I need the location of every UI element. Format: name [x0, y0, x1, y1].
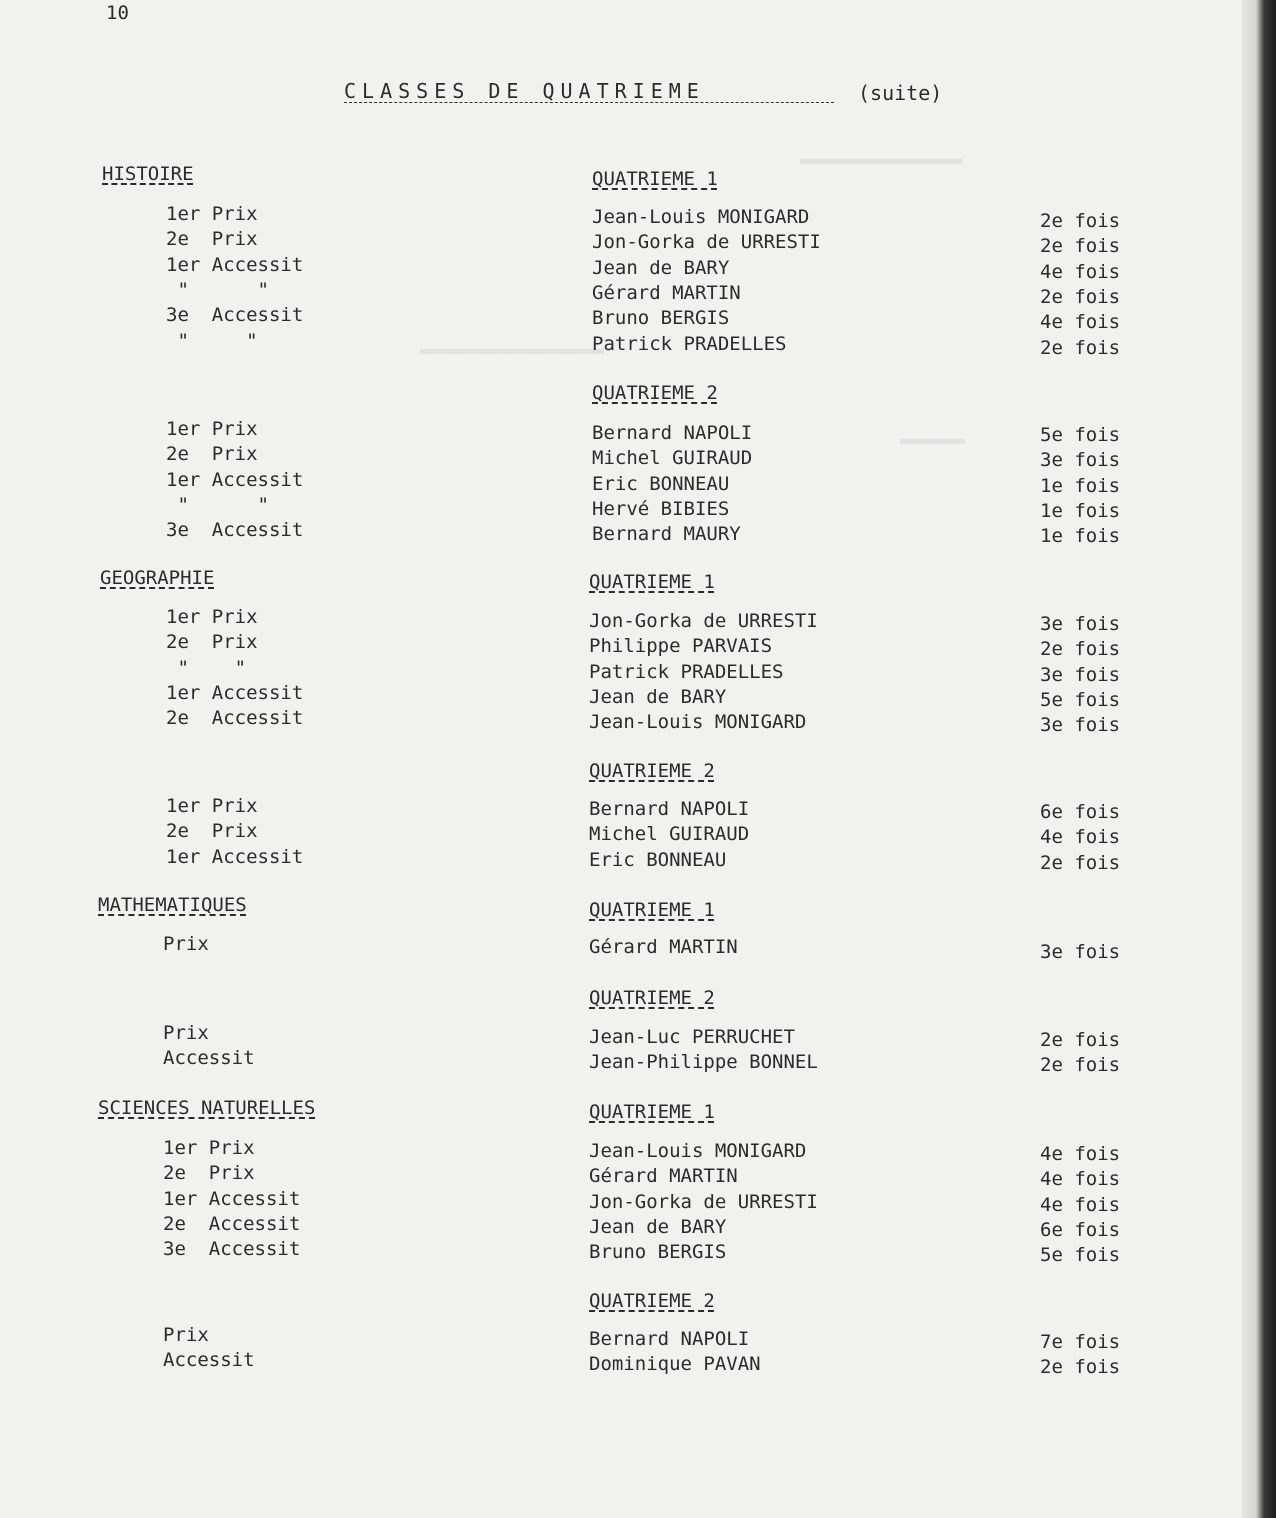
award-label: Prix	[163, 933, 209, 955]
student-name: Jean de BARY	[589, 1216, 727, 1238]
award-label: 3e Accessit	[166, 519, 304, 541]
student-name: Bernard MAURY	[592, 523, 741, 545]
class-heading: QUATRIEME 1	[592, 168, 718, 190]
student-name: Jon-Gorka de URRESTI	[592, 231, 821, 253]
award-label: Accessit	[163, 1349, 255, 1371]
award-label: 1er Accessit	[166, 682, 304, 704]
award-label: 1er Prix	[166, 795, 258, 817]
class-heading: QUATRIEME 2	[592, 382, 718, 404]
student-name: Jean-Louis MONIGARD	[592, 206, 810, 228]
award-label: 2e Prix	[166, 820, 258, 842]
student-name: Hervé BIBIES	[592, 498, 730, 520]
student-name: Michel GUIRAUD	[589, 823, 750, 845]
award-count: 5e fois	[1040, 1244, 1121, 1266]
award-count: 1e fois	[1040, 475, 1121, 497]
award-label: Prix	[163, 1022, 209, 1044]
student-name: Jean de BARY	[592, 257, 730, 279]
award-count: 6e fois	[1040, 801, 1121, 823]
award-label: Prix	[163, 1324, 209, 1346]
subject-heading: GEOGRAPHIE	[100, 567, 215, 589]
award-count: 2e fois	[1040, 337, 1121, 359]
award-count: 2e fois	[1040, 235, 1121, 257]
student-name: Michel GUIRAUD	[592, 447, 753, 469]
subject-heading: MATHEMATIQUES	[98, 894, 247, 916]
award-label: " "	[166, 330, 258, 352]
award-count: 2e fois	[1040, 1029, 1121, 1051]
award-count: 2e fois	[1040, 286, 1121, 308]
award-count: 6e fois	[1040, 1219, 1121, 1241]
award-count: 7e fois	[1040, 1331, 1121, 1353]
class-heading: QUATRIEME 2	[589, 987, 715, 1009]
class-heading: QUATRIEME 1	[589, 899, 715, 921]
class-heading: QUATRIEME 2	[589, 760, 715, 782]
award-count: 3e fois	[1040, 664, 1121, 686]
award-count: 1e fois	[1040, 500, 1121, 522]
award-label: 2e Prix	[166, 443, 258, 465]
award-count: 2e fois	[1040, 638, 1121, 660]
award-count: 4e fois	[1040, 261, 1121, 283]
student-name: Jean-Louis MONIGARD	[589, 1140, 807, 1162]
student-name: Jon-Gorka de URRESTI	[589, 1191, 818, 1213]
student-name: Dominique PAVAN	[589, 1353, 761, 1375]
student-name: Patrick PRADELLES	[592, 333, 787, 355]
award-count: 1e fois	[1040, 525, 1121, 547]
student-name: Gérard MARTIN	[592, 282, 741, 304]
award-label: 1er Accessit	[163, 1188, 301, 1210]
student-name: Eric BONNEAU	[589, 849, 727, 871]
award-label: 1er Prix	[166, 418, 258, 440]
student-name: Jean-Louis MONIGARD	[589, 711, 807, 733]
page-number: 10	[106, 2, 129, 24]
award-label: 1er Accessit	[166, 846, 304, 868]
award-label: 1er Accessit	[166, 469, 304, 491]
page-title-suffix: (suite)	[858, 81, 943, 105]
student-name: Jon-Gorka de URRESTI	[589, 610, 818, 632]
award-count: 2e fois	[1040, 210, 1121, 232]
subject-heading: SCIENCES NATURELLES	[98, 1097, 316, 1119]
award-count: 4e fois	[1040, 1194, 1121, 1216]
award-count: 3e fois	[1040, 613, 1121, 635]
student-name: Bernard NAPOLI	[589, 1328, 750, 1350]
award-label: " "	[166, 494, 269, 516]
award-count: 4e fois	[1040, 1143, 1121, 1165]
class-heading: QUATRIEME 1	[589, 571, 715, 593]
student-name: Bruno BERGIS	[589, 1241, 727, 1263]
student-name: Bruno BERGIS	[592, 307, 730, 329]
class-heading: QUATRIEME 1	[589, 1101, 715, 1123]
page-title: CLASSES DE QUATRIEME	[344, 79, 705, 103]
student-name: Bernard NAPOLI	[592, 422, 753, 444]
award-label: 2e Prix	[163, 1162, 255, 1184]
award-count: 2e fois	[1040, 1356, 1121, 1378]
award-label: 2e Accessit	[163, 1213, 301, 1235]
student-name: Jean-Philippe BONNEL	[589, 1051, 818, 1073]
award-count: 3e fois	[1040, 714, 1121, 736]
award-count: 3e fois	[1040, 449, 1121, 471]
award-label: " "	[166, 279, 269, 301]
subject-heading: HISTOIRE	[102, 163, 194, 185]
award-label: 1er Prix	[163, 1137, 255, 1159]
student-name: Bernard NAPOLI	[589, 798, 750, 820]
award-label: 2e Prix	[166, 228, 258, 250]
award-count: 5e fois	[1040, 689, 1121, 711]
student-name: Eric BONNEAU	[592, 473, 730, 495]
student-name: Philippe PARVAIS	[589, 635, 773, 657]
award-label: 3e Accessit	[166, 304, 304, 326]
award-label: 1er Accessit	[166, 254, 304, 276]
title-underline	[344, 102, 834, 103]
show-through-text: ▬▬▬▬▬▬	[900, 430, 966, 451]
award-label: 1er Prix	[166, 606, 258, 628]
award-label: " "	[166, 657, 247, 679]
show-through-text: ▬▬▬▬▬▬▬▬▬▬▬▬▬▬▬	[800, 150, 963, 171]
award-count: 4e fois	[1040, 826, 1121, 848]
award-count: 5e fois	[1040, 424, 1121, 446]
student-name: Patrick PRADELLES	[589, 661, 784, 683]
award-label: 2e Prix	[166, 631, 258, 653]
award-count: 4e fois	[1040, 1168, 1121, 1190]
award-count: 2e fois	[1040, 1054, 1121, 1076]
award-label: 2e Accessit	[166, 707, 304, 729]
award-count: 2e fois	[1040, 852, 1121, 874]
student-name: Gérard MARTIN	[589, 936, 738, 958]
student-name: Jean de BARY	[589, 686, 727, 708]
show-through-text: ▬▬▬▬▬▬▬▬▬▬▬▬▬▬▬▬▬	[420, 340, 605, 361]
award-count: 4e fois	[1040, 311, 1121, 333]
page-edge-shadow	[1242, 0, 1276, 1518]
student-name: Jean-Luc PERRUCHET	[589, 1026, 795, 1048]
student-name: Gérard MARTIN	[589, 1165, 738, 1187]
award-label: 3e Accessit	[163, 1238, 301, 1260]
award-label: Accessit	[163, 1047, 255, 1069]
class-heading: QUATRIEME 2	[589, 1290, 715, 1312]
award-label: 1er Prix	[166, 203, 258, 225]
award-count: 3e fois	[1040, 941, 1121, 963]
